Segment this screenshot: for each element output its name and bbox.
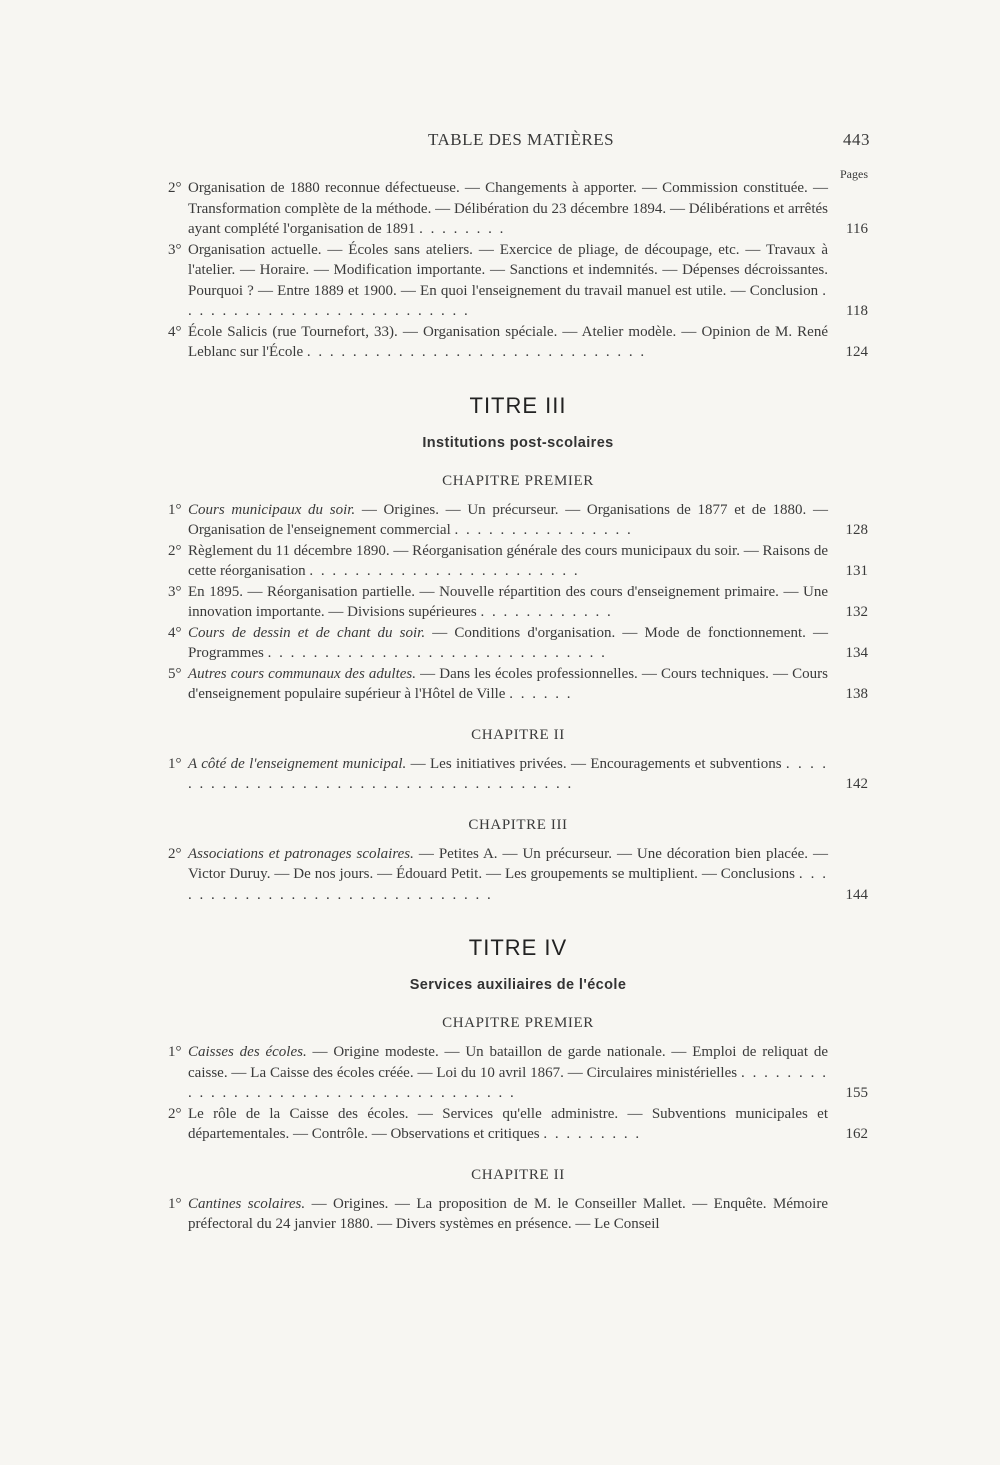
toc-entry — [168, 322, 868, 363]
entry-page-number: 132 — [845, 604, 868, 620]
entry-text-block — [188, 242, 828, 320]
entry-page-number: 138 — [845, 686, 868, 702]
entry-text: — Conditions d'organisation. — Mode de fonctionnement. — Programmes — [188, 624, 829, 661]
entry-page-number: 118 — [846, 303, 868, 319]
dot-leader: . . . . . . . . — [419, 221, 506, 237]
toc-entry — [168, 754, 868, 795]
entry-italic-title: Cours de dessin et de chant du soir. — [188, 624, 426, 641]
titre-subtitle: Services auxiliaires de l'école — [409, 977, 627, 993]
entry-page-number: 142 — [845, 776, 868, 792]
entry-number: 1° — [168, 1044, 182, 1060]
page-number: 443 — [843, 130, 870, 149]
entry-text-block — [188, 584, 828, 621]
entry-number: 4° — [168, 624, 182, 641]
pages-label: Pages — [840, 167, 868, 181]
entry-italic-title: Cantines scolaires. — [188, 1195, 306, 1212]
dot-leader: . . . . . . . . . . . . . . . . . . . . . . . . . . . . . . . . . . . . . . — [188, 755, 829, 792]
entry-text: Le rôle de la Caisse des écoles. — Services qu'elle administre. — Subventions municipales et départementales. — Contrôle. — Observations et critiques — [188, 1105, 828, 1142]
entry-number: 1° — [168, 755, 182, 772]
entry-number: 2° — [168, 180, 182, 196]
toc-entry — [168, 240, 868, 322]
entry-number: 3° — [168, 583, 182, 600]
entry-text-block — [188, 543, 828, 580]
dot-leader: . . . . . . . . . . . . — [480, 604, 613, 620]
entry-italic-title: Caisses des écoles. — [188, 1044, 307, 1060]
entry-page-number: 124 — [845, 344, 868, 360]
entry-page-number: 144 — [845, 886, 868, 903]
dot-leader: . . . . . . . . . . . . . . . . . . . . . . . . . . . . . . — [188, 866, 829, 903]
toc-entry — [168, 1104, 868, 1145]
chapter-entries — [168, 500, 868, 705]
page-title: TABLE DES MATIÈRES — [428, 130, 615, 149]
entry-italic-title: Cours municipaux du soir. — [188, 501, 356, 518]
entry-text: École Salicis (rue Tournefort, 33). — Organisation spéciale. — Atelier modèle. — Opinion de M. René Leblanc sur l'École — [188, 323, 828, 360]
entry-number: 1° — [168, 501, 182, 518]
entry-page-number: 155 — [845, 1085, 868, 1101]
entry-text-block — [188, 1196, 828, 1233]
entry-italic-title: A côté de l'enseignement municipal. — [188, 755, 407, 772]
entry-text-block — [188, 1044, 828, 1101]
entry-text: — Origines. — La proposition de M. le Conseiller Mallet. — Enquête. Mémoire préfectoral du 24 janvier 1880. — Divers systèmes en présence. — Le Conseil — [188, 1195, 828, 1232]
dot-leader: . . . . . . . . . — [543, 1126, 642, 1142]
titre-heading: TITRE IV — [468, 935, 568, 960]
entry-text: — Origines. — Un précurseur. — Organisations de 1877 et de 1880. — Organisation de l'enseignement commercial — [188, 501, 828, 538]
entry-page-number: 128 — [845, 522, 868, 538]
entry-text-block — [188, 502, 828, 539]
entry-text-block — [188, 1106, 828, 1143]
entry-text-block — [188, 625, 828, 662]
entry-number: 2° — [168, 542, 182, 559]
entry-text-block — [188, 846, 828, 903]
entry-number: 5° — [168, 665, 182, 682]
entry-text: — Les initiatives privées. — Encouragements et subventions — [406, 755, 782, 772]
toc-entry — [168, 541, 868, 582]
entry-text: Organisation de 1880 reconnue défectueuse. — Changements à apporter. — Commission constituée. — Transformation complète de la méthode. — Délibération du 23 décembre 1894. — Délibérations et arrêtés ayant complété l'organisation de 1891 — [188, 180, 828, 237]
titre-heading: TITRE III — [469, 392, 567, 418]
dot-leader: . . . . . . — [509, 686, 573, 702]
toc-entry — [168, 1194, 868, 1235]
toc-entry — [168, 664, 868, 705]
toc-entry — [168, 178, 868, 240]
chapter-entries — [168, 754, 868, 795]
entry-number: 4° — [168, 323, 182, 340]
entry-text-block — [188, 180, 828, 237]
dot-leader: . . . . . . . . . . . . . . . . . . . . . . . . . . — [188, 282, 829, 319]
entry-text-block — [188, 666, 828, 703]
chapter-heading: CHAPITRE III — [468, 816, 568, 833]
entry-text: Règlement du 11 décembre 1890. — Réorganisation générale des cours municipaux du soir. — Raisons de cette réorganisation — [188, 542, 828, 579]
dot-leader: . . . . . . . . . . . . . . . . . . . . . . . . . . . . . . — [267, 645, 607, 661]
toc-entry — [168, 500, 868, 541]
entry-number: 1° — [168, 1195, 182, 1212]
chapter-entries — [168, 1194, 868, 1235]
chapter-entries — [168, 844, 868, 906]
entry-number: 2° — [168, 1105, 182, 1122]
entry-page-number: 131 — [845, 563, 868, 579]
entry-text-block — [188, 324, 828, 361]
dot-leader: . . . . . . . . . . . . . . . . . . . . . . . . — [309, 563, 580, 579]
entry-text: — Dans les écoles professionnelles. — Cours techniques. — Cours d'enseignement populaire supérieur à l'Hôtel de Ville — [188, 665, 828, 702]
dot-leader: . . . . . . . . . . . . . . . . — [454, 522, 633, 538]
chapter-entries — [168, 1042, 868, 1145]
toc-entry — [168, 844, 868, 906]
dot-leader: . . . . . . . . . . . . . . . . . . . . . . . . . . . . . . — [306, 344, 647, 360]
chapter-heading: CHAPITRE II — [471, 726, 565, 743]
toc-entry — [168, 1042, 868, 1104]
chapter-heading: CHAPITRE PREMIER — [442, 1015, 594, 1031]
toc-entry — [168, 623, 868, 664]
entry-page-number: 162 — [845, 1126, 868, 1142]
entry-text: Organisation actuelle. — Écoles sans ateliers. — Exercice de pliage, de découpage, etc. — Travaux à l'atelier. — Horaire. — Modification importante. — Sanctions et indemnités. — Dépenses décroissantes. Pourquoi ? — Entre 1889 et 1900. — En quoi l'enseignement du travail manuel est utile. — Conclusion — [188, 241, 828, 299]
entry-number: 2° — [168, 845, 182, 862]
toc-section-top — [168, 178, 868, 363]
entry-text: — Petites A. — Un précurseur. — Une décoration bien placée. — Victor Duruy. — De nos jours. — Édouard Petit. — Les groupements se multiplient. — Conclusions — [188, 845, 828, 882]
entry-italic-title: Associations et patronages scolaires. — [188, 845, 414, 862]
chapter-heading: CHAPITRE II — [471, 1166, 565, 1183]
entry-text: En 1895. — Réorganisation partielle. — Nouvelle répartition des cours d'enseignement primaire. — Une innovation importante. — Divisions supérieures — [188, 583, 828, 620]
entry-page-number: 116 — [846, 221, 868, 237]
entry-page-number: 134 — [845, 645, 868, 661]
dot-leader: . . . . . . . . . . . . . . . . . . . . . . . . . . . . . . . . . . . . . — [188, 1064, 829, 1101]
titre-subtitle: Institutions post-scolaires — [422, 434, 614, 451]
entry-number: 3° — [168, 241, 182, 258]
toc-entry — [168, 582, 868, 623]
toc-content — [168, 178, 868, 1235]
entry-italic-title: Autres cours communaux des adultes. — [188, 665, 416, 682]
entry-text-block — [188, 756, 828, 793]
entry-text: — Origine modeste. — Un bataillon de garde nationale. — Emploi de reliquat de caisse. — La Caisse des écoles créée. — Loi du 10 avril 1867. — Circulaires ministérielles — [188, 1044, 828, 1081]
chapter-heading: CHAPITRE PREMIER — [442, 472, 594, 489]
